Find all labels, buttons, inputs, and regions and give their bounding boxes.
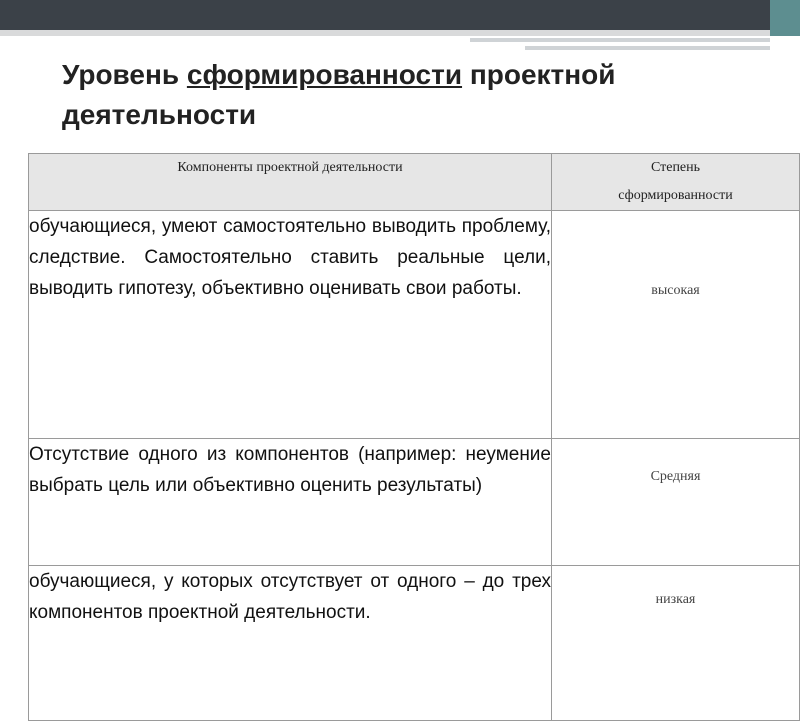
header-degree	[552, 154, 800, 211]
row-level: высокая	[552, 211, 800, 439]
title-line-2: деятельности	[62, 99, 257, 130]
table-row	[29, 566, 800, 721]
title-part-2: проектной	[462, 59, 616, 90]
header-degree-line-2: сформированности	[618, 188, 733, 203]
decor-line	[525, 46, 770, 50]
row-description: Отсутствие одного из компонентов (например: неумение выбрать цель или объективно оценить результаты)	[29, 439, 552, 566]
title-part-1: Уровень	[62, 59, 187, 90]
table-row	[29, 211, 800, 439]
row-description: обучающиеся, умеют самостоятельно выводить проблему, следствие. Самостоятельно ставить реальные цели, выводить гипотезу, объективно оценивать свои работы.	[29, 211, 552, 439]
components-table	[28, 153, 800, 721]
top-decor-bar	[0, 0, 800, 36]
top-light-band	[0, 30, 770, 36]
top-teal-corner	[770, 0, 800, 36]
decor-line	[470, 38, 770, 42]
table-header-row	[29, 154, 800, 211]
top-dark-band	[0, 0, 770, 30]
header-components: Компоненты проектной деятельности	[29, 154, 552, 211]
header-degree-line-1: Степень	[650, 160, 701, 175]
slide-title	[62, 55, 782, 135]
table-row	[29, 439, 800, 566]
row-level: низкая	[552, 566, 800, 721]
row-description: обучающиеся, у которых отсутствует от одного – до трех компонентов проектной деятельности.	[29, 566, 552, 721]
row-level: Средняя	[552, 439, 800, 566]
title-underlined-word: сформированности	[186, 59, 463, 90]
